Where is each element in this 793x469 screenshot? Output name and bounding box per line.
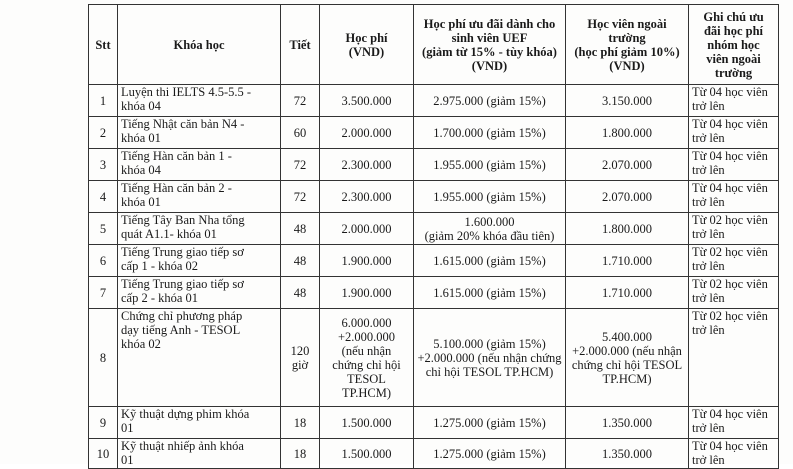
header-periods: Tiết [281, 5, 320, 85]
cell-course: Tiếng Hàn căn bản 2 - khóa 01 [118, 181, 281, 213]
cell-stt: 5 [89, 213, 118, 245]
cell-external-fee: 1.800.000 [566, 117, 689, 149]
cell-course: Luyện thi IELTS 4.5-5.5 - khóa 04 [118, 85, 281, 117]
cell-uef-fee: 1.275.000 (giảm 15%) [414, 439, 566, 469]
cell-uef-fee: 1.955.000 (giảm 15%) [414, 149, 566, 181]
cell-fee: 2.000.000 [320, 117, 414, 149]
cell-stt: 2 [89, 117, 118, 149]
table-row [89, 85, 779, 117]
cell-stt: 6 [89, 245, 118, 277]
cell-periods: 72 [281, 149, 320, 181]
cell-uef-fee: 1.600.000 (giảm 20% khóa đầu tiên) [414, 213, 566, 245]
cell-course: Tiếng Nhật căn bản N4 - khóa 01 [118, 117, 281, 149]
header-uef-fee: Học phí ưu đãi dành cho sinh viên UEF (giảm từ 15% - tùy khóa) (VND) [414, 5, 566, 85]
cell-external-fee: 1.710.000 [566, 277, 689, 309]
cell-stt: 8 [89, 309, 118, 407]
cell-stt: 4 [89, 181, 118, 213]
table-row [89, 245, 779, 277]
cell-uef-fee: 1.955.000 (giảm 15%) [414, 181, 566, 213]
cell-external-fee: 1.350.000 [566, 407, 689, 439]
cell-external-fee: 2.070.000 [566, 181, 689, 213]
cell-periods: 18 [281, 407, 320, 439]
cell-group-note: Từ 04 học viên trở lên [689, 181, 779, 213]
cell-external-fee: 5.400.000 +2.000.000 (nếu nhận chứng chỉ hội TESOL TP.HCM) [566, 309, 689, 407]
cell-periods: 120 giờ [281, 309, 320, 407]
cell-periods: 48 [281, 245, 320, 277]
cell-uef-fee: 1.615.000 (giảm 15%) [414, 245, 566, 277]
cell-group-note: Từ 02 học viên trở lên [689, 277, 779, 309]
cell-fee: 2.000.000 [320, 213, 414, 245]
header-fee: Học phí (VND) [320, 5, 414, 85]
cell-periods: 72 [281, 181, 320, 213]
cell-fee: 1.500.000 [320, 407, 414, 439]
cell-course: Tiếng Tây Ban Nha tổng quát A1.1- khóa 01 [118, 213, 281, 245]
cell-course: Kỹ thuật nhiếp ảnh khóa 01 [118, 439, 281, 469]
table-row [89, 277, 779, 309]
cell-uef-fee: 1.700.000 (giảm 15%) [414, 117, 566, 149]
table-row [89, 149, 779, 181]
cell-group-note: Từ 02 học viên trở lên [689, 309, 779, 407]
table-row [89, 117, 779, 149]
cell-periods: 48 [281, 213, 320, 245]
cell-external-fee: 3.150.000 [566, 85, 689, 117]
cell-uef-fee: 5.100.000 (giảm 15%) +2.000.000 (nếu nhận chứng chỉ hội TESOL TP.HCM) [414, 309, 566, 407]
table-row [89, 439, 779, 469]
cell-course: Tiếng Trung giao tiếp sơ cấp 2 - khóa 01 [118, 277, 281, 309]
table-header-row [89, 5, 779, 85]
cell-course: Kỹ thuật dựng phim khóa 01 [118, 407, 281, 439]
header-course: Khóa học [118, 5, 281, 85]
header-stt: Stt [89, 5, 118, 85]
cell-periods: 18 [281, 439, 320, 469]
cell-stt: 9 [89, 407, 118, 439]
table-row [89, 309, 779, 407]
cell-periods: 48 [281, 277, 320, 309]
cell-fee: 3.500.000 [320, 85, 414, 117]
cell-external-fee: 1.710.000 [566, 245, 689, 277]
cell-fee: 1.900.000 [320, 277, 414, 309]
cell-group-note: Từ 02 học viên trở lên [689, 213, 779, 245]
cell-stt: 3 [89, 149, 118, 181]
cell-stt: 7 [89, 277, 118, 309]
cell-periods: 72 [281, 85, 320, 117]
cell-fee: 2.300.000 [320, 149, 414, 181]
cell-fee: 6.000.000 +2.000.000 (nếu nhận chứng chỉ hội TESOL TP.HCM) [320, 309, 414, 407]
cell-course: Tiếng Hàn căn bản 1 - khóa 04 [118, 149, 281, 181]
cell-external-fee: 1.350.000 [566, 439, 689, 469]
table-row [89, 407, 779, 439]
cell-group-note: Từ 04 học viên trở lên [689, 439, 779, 469]
header-external-fee: Học viên ngoài trường (học phí giảm 10%) (VND) [566, 5, 689, 85]
cell-external-fee: 2.070.000 [566, 149, 689, 181]
cell-course: Chứng chỉ phương pháp dạy tiếng Anh - TESOL khóa 02 [118, 309, 281, 407]
cell-uef-fee: 1.615.000 (giảm 15%) [414, 277, 566, 309]
course-fee-table [88, 4, 779, 469]
cell-external-fee: 1.800.000 [566, 213, 689, 245]
cell-stt: 1 [89, 85, 118, 117]
table-row [89, 181, 779, 213]
cell-uef-fee: 1.275.000 (giảm 15%) [414, 407, 566, 439]
cell-course: Tiếng Trung giao tiếp sơ cấp 1 - khóa 02 [118, 245, 281, 277]
cell-fee: 1.500.000 [320, 439, 414, 469]
cell-group-note: Từ 04 học viên trở lên [689, 407, 779, 439]
cell-group-note: Từ 04 học viên trở lên [689, 117, 779, 149]
cell-group-note: Từ 04 học viên trở lên [689, 85, 779, 117]
cell-fee: 1.900.000 [320, 245, 414, 277]
cell-periods: 60 [281, 117, 320, 149]
cell-group-note: Từ 04 học viên trở lên [689, 149, 779, 181]
cell-fee: 2.300.000 [320, 181, 414, 213]
cell-uef-fee: 2.975.000 (giảm 15%) [414, 85, 566, 117]
table-row [89, 213, 779, 245]
cell-stt: 10 [89, 439, 118, 469]
cell-group-note: Từ 02 học viên trở lên [689, 245, 779, 277]
header-group-note: Ghi chú ưu đãi học phí nhóm học viên ngoài trường [689, 5, 779, 85]
